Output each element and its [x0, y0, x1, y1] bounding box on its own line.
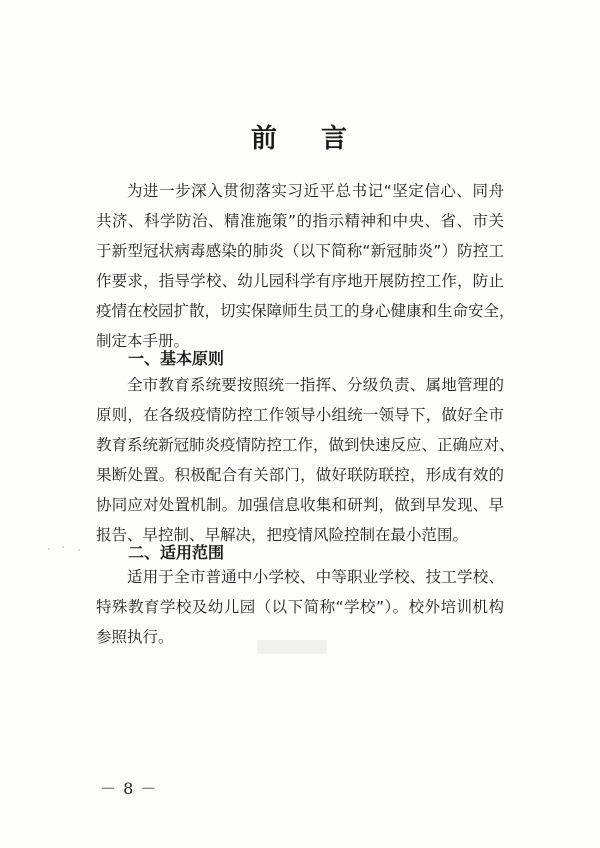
- scan-speck: [48, 548, 50, 550]
- intro-line: 疫情在校园扩散，切实保障师生员工的身心健康和生命安全，: [96, 302, 515, 320]
- section-2-heading: 二、适用范围: [128, 543, 225, 562]
- page-title: [0, 118, 600, 155]
- section-1-line: 协同应对处置机制。加强信息收集和研判，做到早发现、早: [96, 496, 504, 514]
- section-1-line: 全市教育系统要按照统一指挥、分级负责、属地管理的: [127, 376, 504, 394]
- section-2-line: 参照执行。: [96, 628, 174, 646]
- section-2-line: 适用于全市普通中小学校、中等职业学校、技工学校、: [127, 568, 504, 586]
- section-1-paragraph: [96, 370, 515, 550]
- page-number: － 8 －: [100, 779, 158, 798]
- section-1-line: 报告、早控制、早解决，把疫情风险控制在最小范围。: [96, 526, 469, 544]
- section-1-line: 原则，在各级疫情防控工作领导小组统一领导下，做好全市: [96, 406, 504, 424]
- section-1-heading: 一、基本原则: [128, 349, 225, 368]
- title-char-1: 前: [250, 124, 279, 154]
- section-2-line: 特殊教育学校及幼儿园（以下简称“学校”）。校外培训机构: [96, 598, 504, 616]
- intro-line: 共济、科学防治、精准施策”的指示精神和中央、省、市关: [96, 212, 504, 230]
- intro-line: 作要求，指导学校、幼儿园科学有序地开展防控工作，防止: [96, 272, 504, 290]
- section-1-line: 果断处置。积极配合有关部门，做好联防联控，形成有效的: [96, 466, 504, 484]
- scan-speck: [78, 549, 80, 551]
- intro-line: 于新型冠状病毒感染的肺炎（以下简称“新冠肺炎”）防控工: [96, 242, 504, 260]
- section-1-line: 教育系统新冠肺炎疫情防控工作，做到快速反应、正确应对、: [96, 436, 515, 454]
- title-char-2: 言: [321, 124, 350, 154]
- section-2-paragraph: [96, 562, 504, 652]
- scan-speck: [62, 546, 64, 548]
- intro-line: 为进一步深入贯彻落实习近平总书记“坚定信心、同舟: [127, 182, 504, 200]
- intro-paragraph: [96, 176, 515, 356]
- intro-line: 制定本手册。: [96, 332, 190, 350]
